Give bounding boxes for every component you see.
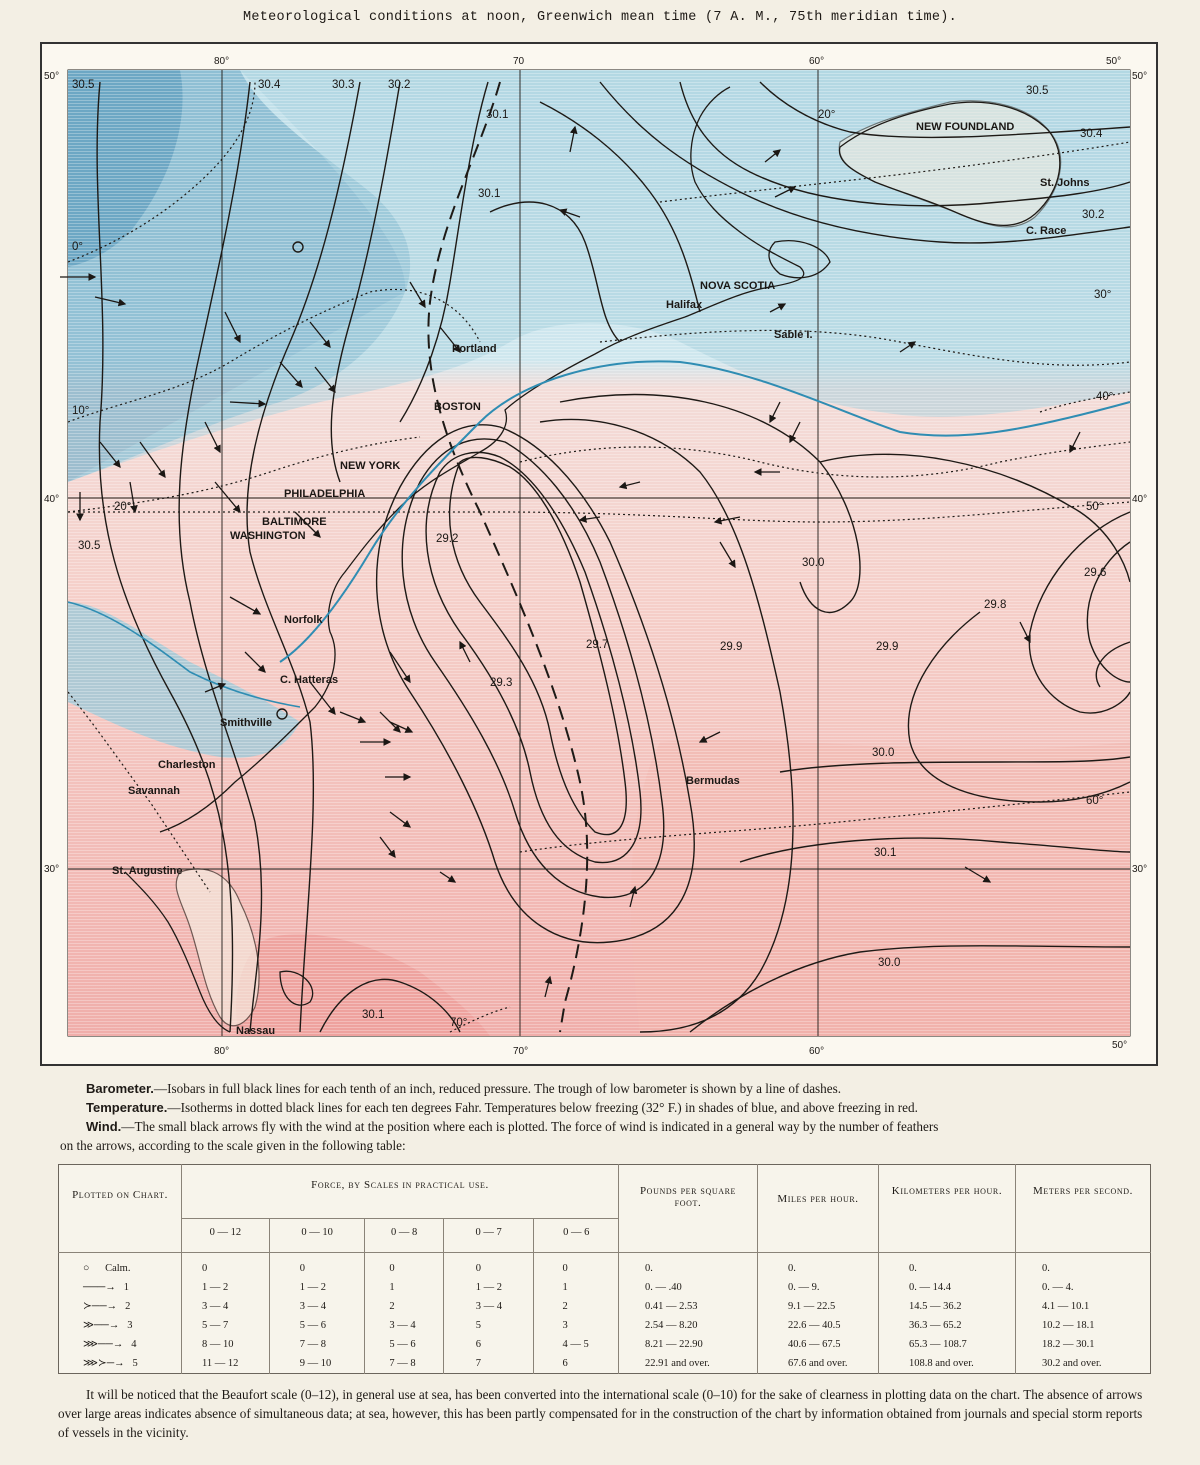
svg-text:30.1: 30.1 <box>362 1009 385 1021</box>
svg-text:30°: 30° <box>44 864 60 875</box>
svg-text:30.4: 30.4 <box>1080 128 1103 140</box>
cell-ms: 0. — 4. <box>1042 1282 1074 1293</box>
header-ms: Meters per second. <box>1016 1165 1151 1253</box>
svg-text:30.1: 30.1 <box>874 847 897 859</box>
svg-text:40°: 40° <box>1096 391 1114 403</box>
cell-psf: 0. — .40 <box>645 1282 682 1293</box>
arrow-4-feather-icon: ⋙──→ <box>83 1339 124 1350</box>
cell-s7: 1 — 2 <box>475 1282 503 1293</box>
pressure-column <box>619 1253 758 1374</box>
svg-text:Bermudas: Bermudas <box>686 775 740 787</box>
cell-s10: 1 — 2 <box>299 1282 327 1293</box>
footnote-text: It will be noticed that the Beaufort scale (0–12), in general use at sea, has been converted into the international scale (0–10) for the sake of clearness in plotting data on the chart. The absence of arrows over large areas indicates absence of simultaneous data; at sea, however, this has been partly compensated for in the construction of the chart by information obtained from journals and special storm reports of vessels in the vicinity. <box>58 1387 1143 1440</box>
cell-s8: 3 — 4 <box>389 1320 416 1331</box>
cell-psf: 8.21 — 22.90 <box>645 1339 703 1350</box>
cell-s6: 1 <box>562 1282 568 1293</box>
svg-text:30°: 30° <box>1094 289 1112 301</box>
cell-s12: 0 <box>202 1263 208 1274</box>
ms-column <box>1016 1253 1151 1374</box>
svg-text:80°: 80° <box>214 56 230 67</box>
svg-text:Nassau: Nassau <box>236 1025 276 1037</box>
header-plotted: Plotted on Chart. <box>72 1189 168 1201</box>
cell-s10: 0 <box>299 1263 306 1274</box>
svg-text:St. Augustine: St. Augustine <box>112 865 183 877</box>
svg-text:30.1: 30.1 <box>486 109 509 121</box>
svg-text:70°: 70° <box>450 1017 468 1029</box>
cell-kmh: 0. <box>909 1263 917 1274</box>
svg-text:Savannah: Savannah <box>128 785 180 797</box>
svg-text:50°: 50° <box>44 71 60 82</box>
cell-s7: 5 <box>475 1320 482 1331</box>
svg-text:Charleston: Charleston <box>158 759 216 771</box>
cell-kmh: 14.5 — 36.2 <box>909 1301 962 1312</box>
cell-mph: 0. — 9. <box>788 1282 820 1293</box>
svg-text:NEW YORK: NEW YORK <box>340 460 401 472</box>
cell-psf: 2.54 — 8.20 <box>645 1320 698 1331</box>
svg-text:30.5: 30.5 <box>1026 85 1049 97</box>
plotted-column <box>59 1253 182 1374</box>
chart-title: Meteorological conditions at noon, Greenwich mean time (7 A. M., 75th meridian time). <box>242 10 958 25</box>
svg-text:St. Johns: St. Johns <box>1040 177 1090 189</box>
svg-text:Norfolk: Norfolk <box>284 614 323 626</box>
cell-s8: 2 <box>389 1301 395 1312</box>
barometer-label: Barometer. <box>86 1081 154 1096</box>
svg-text:NOVA SCOTIA: NOVA SCOTIA <box>700 280 776 292</box>
svg-text:70°: 70° <box>513 1046 529 1057</box>
arrow-3-feather-icon: ≫──→ <box>83 1320 120 1331</box>
barometer-text: —Isobars in full black lines for each tenth of an inch, reduced pressure. The trough of low barometer is shown by a line of dashes. <box>153 1081 842 1096</box>
wind-scale-table <box>58 1164 1151 1374</box>
kmh-column <box>879 1253 1016 1374</box>
cell-s8: 5 — 6 <box>389 1339 416 1350</box>
cell-psf: 0. <box>645 1263 653 1274</box>
cell-psf: 22.91 and over. <box>645 1358 710 1369</box>
cell-kmh: 65.3 — 108.7 <box>909 1339 967 1350</box>
cell-s10: 5 — 6 <box>299 1320 327 1331</box>
scale-6-column <box>534 1253 619 1374</box>
svg-text:60°: 60° <box>809 56 825 67</box>
svg-text:Portland: Portland <box>452 343 497 355</box>
svg-text:50°: 50° <box>1106 56 1122 67</box>
svg-text:30.0: 30.0 <box>878 957 901 969</box>
footnote <box>58 1385 1152 1442</box>
cell-s12: 8 — 10 <box>202 1339 234 1350</box>
arrow-2-feather-icon: ≻──→ <box>83 1301 118 1312</box>
svg-text:70: 70 <box>513 56 525 67</box>
svg-text:BOSTON: BOSTON <box>434 401 481 413</box>
svg-text:Halifax: Halifax <box>666 299 703 311</box>
weather-map <box>40 42 1158 1066</box>
legend-temperature <box>86 1098 1156 1117</box>
cell-s7: 7 <box>475 1358 482 1369</box>
cell-ms: 4.1 — 10.1 <box>1042 1301 1090 1312</box>
svg-text:50°: 50° <box>1086 501 1104 513</box>
scale-12-column <box>182 1253 270 1374</box>
svg-text:20°: 20° <box>114 501 132 513</box>
arrow-1-feather-icon: ───→ <box>83 1282 116 1293</box>
svg-text:20°: 20° <box>818 109 836 121</box>
calm-icon: ○ <box>83 1263 90 1274</box>
svg-text:Smithville: Smithville <box>220 717 272 729</box>
svg-text:40°: 40° <box>1132 494 1148 505</box>
arrow-5-feather-icon: ⋙≻─→ <box>83 1358 125 1369</box>
svg-text:30.2: 30.2 <box>388 79 411 91</box>
cell-s6: 0 <box>562 1263 568 1274</box>
cell-s10: 3 — 4 <box>299 1301 327 1312</box>
cell-kmh: 0. — 14.4 <box>909 1282 951 1293</box>
svg-text:Sable I.: Sable I. <box>774 329 813 341</box>
scale-header: 0 — 12 <box>182 1219 270 1253</box>
svg-text:C. Hatteras: C. Hatteras <box>280 674 339 686</box>
cell-kmh: 36.3 — 65.2 <box>909 1320 962 1331</box>
svg-text:0°: 0° <box>72 241 83 253</box>
scale-8-column <box>365 1253 443 1374</box>
svg-text:50°: 50° <box>1132 71 1148 82</box>
svg-text:29.6: 29.6 <box>1084 567 1107 579</box>
table-row: ○ Calm. <box>83 1263 131 1274</box>
scale-header: 0 — 8 <box>365 1219 443 1253</box>
legend-wind-cont: on the arrows, according to the scale given in the following table: <box>60 1138 406 1153</box>
svg-text:WASHINGTON: WASHINGTON <box>230 530 306 542</box>
cell-mph: 67.6 and over. <box>788 1358 848 1369</box>
table-row: ───→ 1 <box>83 1282 129 1293</box>
scale-header: 0 — 7 <box>443 1219 534 1253</box>
header-mph: Miles per hour. <box>758 1165 879 1253</box>
wind-text: —The small black arrows fly with the wind at the position where each is plotted. The force of wind is indicated in a general way by the number of feathers <box>121 1119 939 1134</box>
cell-s7: 0 <box>475 1263 482 1274</box>
cell-kmh: 108.8 and over. <box>909 1358 974 1369</box>
svg-text:PHILADELPHIA: PHILADELPHIA <box>284 488 366 500</box>
temperature-text: —Isotherms in dotted black lines for each ten degrees Fahr. Temperatures below freezing (32° F.) in shades of blue, and above freezing in red. <box>167 1100 918 1115</box>
cell-psf: 0.41 — 2.53 <box>645 1301 698 1312</box>
svg-text:BALTIMORE: BALTIMORE <box>262 516 327 528</box>
cell-s8: 7 — 8 <box>389 1358 416 1369</box>
svg-text:30.1: 30.1 <box>478 188 501 200</box>
header-kmh: Kilometers per hour. <box>879 1165 1016 1253</box>
cell-s12: 11 — 12 <box>202 1358 239 1369</box>
cell-s7: 6 <box>475 1339 482 1350</box>
scale-10-column <box>269 1253 365 1374</box>
svg-text:30.2: 30.2 <box>1082 209 1105 221</box>
cell-s7: 3 — 4 <box>475 1301 503 1312</box>
cell-s6: 3 <box>562 1320 568 1331</box>
cell-s6: 4 — 5 <box>562 1339 589 1350</box>
legend-wind <box>86 1117 1156 1136</box>
cell-s8: 0 <box>389 1263 395 1274</box>
svg-text:30.0: 30.0 <box>872 747 895 759</box>
scale-7-column <box>443 1253 534 1374</box>
svg-text:29.7: 29.7 <box>586 639 609 651</box>
svg-text:50°: 50° <box>1112 1040 1128 1051</box>
mph-column <box>758 1253 879 1374</box>
svg-text:30.3: 30.3 <box>332 79 355 91</box>
svg-text:10°: 10° <box>72 405 90 417</box>
cell-s12: 5 — 7 <box>202 1320 229 1331</box>
cell-s12: 1 — 2 <box>202 1282 229 1293</box>
svg-text:29.8: 29.8 <box>984 599 1007 611</box>
table-row: ≫──→ 3 <box>83 1320 133 1331</box>
legend-barometer <box>86 1079 1156 1098</box>
cell-s10: 9 — 10 <box>299 1358 332 1369</box>
cell-mph: 0. <box>788 1263 796 1274</box>
svg-text:29.9: 29.9 <box>876 641 899 653</box>
cell-s6: 2 <box>562 1301 568 1312</box>
legend <box>60 1079 1156 1155</box>
svg-text:30.5: 30.5 <box>78 540 101 552</box>
svg-text:30.5: 30.5 <box>72 79 95 91</box>
svg-text:40°: 40° <box>44 494 60 505</box>
svg-text:NEW FOUNDLAND: NEW FOUNDLAND <box>916 121 1015 133</box>
temperature-label: Temperature. <box>86 1100 168 1115</box>
svg-text:60°: 60° <box>809 1046 825 1057</box>
svg-text:30°: 30° <box>1132 864 1148 875</box>
header-pressure: Pounds per square foot. <box>619 1165 758 1253</box>
table-row: ⋙≻─→ 5 <box>83 1358 138 1369</box>
scale-header: 0 — 6 <box>534 1219 619 1253</box>
svg-text:60°: 60° <box>1086 795 1104 807</box>
svg-text:30.4: 30.4 <box>258 79 281 91</box>
cell-mph: 40.6 — 67.5 <box>788 1339 841 1350</box>
cell-ms: 30.2 and over. <box>1042 1358 1102 1369</box>
cell-ms: 0. <box>1042 1263 1050 1274</box>
cell-ms: 18.2 — 30.1 <box>1042 1339 1095 1350</box>
cell-s6: 6 <box>562 1358 568 1369</box>
cell-s12: 3 — 4 <box>202 1301 229 1312</box>
svg-text:29.2: 29.2 <box>436 533 459 545</box>
scale-header: 0 — 10 <box>269 1219 365 1253</box>
svg-text:C. Race: C. Race <box>1026 225 1067 237</box>
svg-text:80°: 80° <box>214 1046 230 1057</box>
wind-label: Wind. <box>86 1119 122 1134</box>
table-row: ≻──→ 2 <box>83 1301 131 1312</box>
cell-s8: 1 <box>389 1282 395 1293</box>
cell-mph: 22.6 — 40.5 <box>788 1320 841 1331</box>
cell-ms: 10.2 — 18.1 <box>1042 1320 1095 1331</box>
svg-text:30.0: 30.0 <box>802 557 825 569</box>
cell-s10: 7 — 8 <box>299 1339 327 1350</box>
svg-text:29.3: 29.3 <box>490 677 513 689</box>
header-force: Force, by Scales in practical use. <box>182 1165 619 1219</box>
cell-mph: 9.1 — 22.5 <box>788 1301 836 1312</box>
svg-text:29.9: 29.9 <box>720 641 743 653</box>
table-row: ⋙──→ 4 <box>83 1339 137 1350</box>
